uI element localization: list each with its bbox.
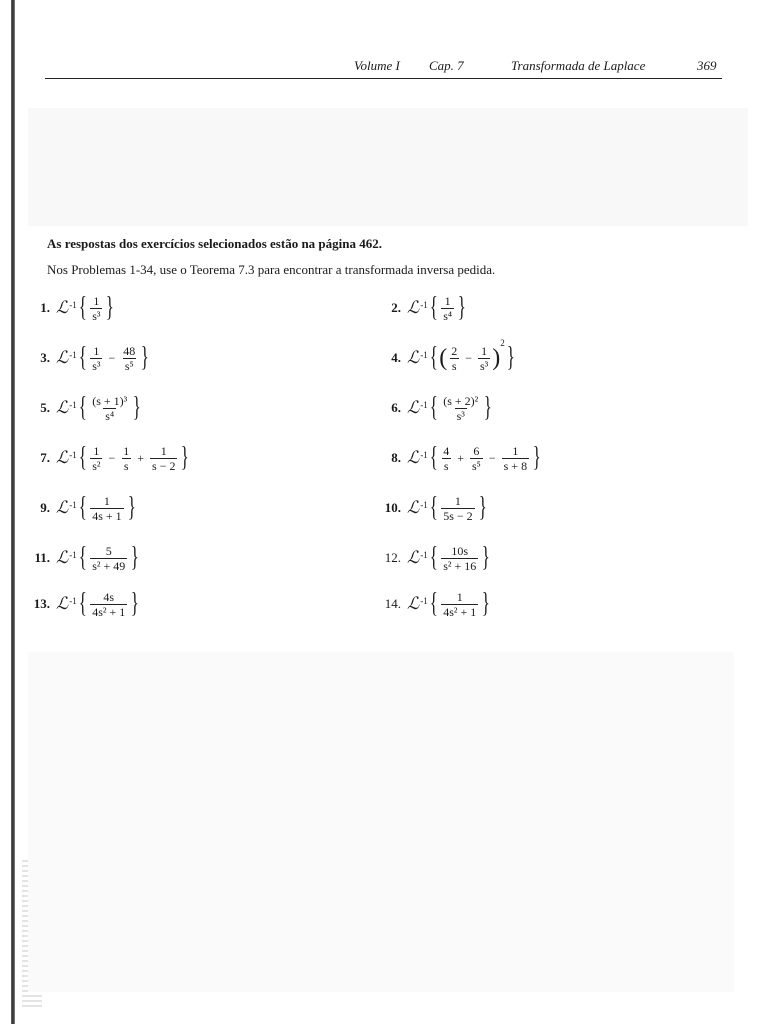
fraction-denominator: s + 8 — [503, 458, 528, 473]
inverse-superscript: -1 — [69, 596, 77, 606]
problem-item — [16, 286, 116, 330]
problem-item — [16, 486, 137, 530]
problem-number: 8. — [391, 450, 401, 465]
laplace-symbol: ℒ — [407, 548, 420, 567]
fraction-numerator: 6 — [473, 443, 480, 458]
fraction — [90, 444, 102, 473]
right-brace: } — [532, 442, 541, 473]
right-brace: } — [140, 342, 150, 373]
fraction-numerator: 1 — [93, 343, 100, 358]
fraction-numerator: 1 — [93, 443, 100, 458]
left-brace: { — [78, 342, 87, 373]
problem-item — [16, 582, 141, 626]
problem-number: 4. — [391, 350, 401, 365]
laplace-symbol: ℒ — [407, 498, 420, 517]
inverse-superscript: -1 — [420, 300, 428, 310]
header-chapter: Cap. 7 — [429, 58, 464, 73]
left-brace: { — [78, 542, 87, 573]
problem-number: 9. — [40, 500, 50, 515]
fraction — [441, 544, 478, 573]
left-brace: { — [78, 588, 87, 619]
inverse-laplace-operator — [56, 594, 77, 614]
inverse-laplace-operator — [56, 448, 77, 468]
right-brace: } — [127, 492, 136, 523]
problem-item — [16, 386, 143, 430]
fraction — [441, 394, 480, 423]
inverse-laplace-operator — [407, 548, 428, 568]
fraction-numerator: 1 — [481, 343, 488, 358]
fraction-denominator: s² + 16 — [443, 558, 477, 573]
fraction-numerator: 5 — [105, 543, 112, 558]
laplace-symbol: ℒ — [407, 448, 420, 467]
fraction — [470, 444, 483, 473]
laplace-symbol: ℒ — [56, 448, 69, 467]
fraction-denominator: 4s + 1 — [92, 508, 122, 523]
fraction-numerator: 1 — [160, 443, 167, 458]
right-brace: } — [483, 392, 492, 423]
fraction-numerator: (s + 1)³ — [92, 393, 128, 408]
fraction — [121, 344, 137, 373]
left-paren: ( — [439, 345, 448, 371]
fraction-denominator: s — [123, 458, 129, 473]
fraction — [449, 344, 459, 373]
right-brace: } — [132, 392, 141, 423]
problem-number: 1. — [40, 300, 50, 315]
operator-symbol: − — [108, 450, 116, 465]
left-brace: { — [78, 392, 87, 423]
problems-intro: Nos Problemas 1-34, use o Teorema 7.3 para encontrar a transformada inversa pedida. — [47, 262, 496, 277]
inverse-superscript: -1 — [420, 400, 428, 410]
header-volume: Volume I — [354, 58, 400, 73]
problem-item — [367, 582, 492, 626]
fraction — [478, 344, 490, 373]
inverse-superscript: -1 — [69, 500, 77, 510]
fraction-denominator: s² + 49 — [92, 558, 126, 573]
inverse-laplace-operator — [407, 594, 428, 614]
laplace-symbol: ℒ — [56, 594, 69, 613]
fraction-numerator: 1 — [123, 443, 130, 458]
fraction — [90, 590, 127, 619]
right-brace: } — [506, 342, 515, 373]
inverse-laplace-operator — [407, 498, 428, 518]
fraction — [441, 590, 478, 619]
fraction — [90, 394, 129, 423]
problem-item — [367, 286, 468, 330]
problem-number: 10. — [384, 500, 401, 515]
fraction-denominator: s − 2 — [152, 458, 176, 473]
right-brace: } — [130, 542, 140, 573]
fraction-numerator: (s + 2)² — [443, 393, 479, 408]
fraction — [90, 344, 102, 373]
left-brace: { — [429, 588, 438, 619]
problem-item — [367, 336, 516, 380]
problem-item — [367, 536, 492, 580]
fraction — [441, 494, 474, 523]
operator-symbol: − — [488, 450, 496, 465]
laplace-symbol: ℒ — [407, 594, 420, 613]
laplace-symbol: ℒ — [407, 398, 420, 417]
laplace-symbol: ℒ — [407, 298, 420, 317]
laplace-symbol: ℒ — [56, 498, 69, 517]
right-brace: } — [481, 588, 491, 619]
fraction-denominator: s⁵ — [124, 358, 134, 373]
right-brace: } — [130, 588, 140, 619]
operator-symbol: − — [465, 350, 472, 365]
inverse-laplace-operator — [407, 348, 428, 368]
fraction — [90, 294, 102, 323]
fraction-denominator: s — [451, 358, 457, 373]
page-binding-edge — [11, 0, 15, 1024]
inverse-laplace-operator — [56, 498, 77, 518]
laplace-symbol: ℒ — [407, 348, 420, 367]
laplace-symbol: ℒ — [56, 348, 69, 367]
problem-item — [367, 486, 488, 530]
problem-item — [16, 536, 141, 580]
left-brace: { — [429, 442, 438, 473]
inverse-superscript: -1 — [69, 300, 77, 310]
problem-number: 14. — [384, 596, 401, 611]
left-brace: { — [78, 442, 87, 473]
inverse-superscript: -1 — [420, 596, 428, 606]
header-title: Transformada de Laplace — [511, 58, 646, 73]
fraction-numerator: 4 — [443, 443, 450, 458]
fraction — [90, 544, 127, 573]
fraction-denominator: s⁴ — [443, 308, 453, 323]
fraction-numerator: 1 — [93, 293, 100, 308]
problem-item — [367, 436, 543, 480]
problem-number: 5. — [40, 400, 50, 415]
fraction-numerator: 2 — [451, 343, 458, 358]
right-brace: } — [106, 292, 115, 323]
right-brace: } — [457, 292, 466, 323]
scan-blank-area — [28, 108, 748, 226]
operator-symbol: + — [457, 450, 464, 465]
fraction — [90, 494, 123, 523]
inverse-superscript: -1 — [69, 400, 77, 410]
fraction — [502, 444, 529, 473]
problem-number: 13. — [33, 596, 50, 611]
problem-item — [16, 336, 151, 380]
fraction-denominator: s — [443, 458, 449, 473]
fraction — [150, 444, 177, 473]
left-brace: { — [78, 492, 87, 523]
right-brace: } — [478, 492, 487, 523]
problem-number: 2. — [391, 300, 401, 315]
laplace-symbol: ℒ — [56, 298, 69, 317]
scan-blank-area-bottom — [28, 652, 734, 992]
operator-symbol: − — [108, 350, 116, 365]
left-brace: { — [429, 392, 438, 423]
problem-item — [16, 436, 191, 480]
fraction-denominator: s³ — [456, 408, 465, 423]
header-page-number: 369 — [697, 58, 717, 73]
fraction-numerator: 10s — [451, 543, 469, 558]
problem-number: 3. — [40, 350, 50, 365]
fraction-denominator: s³ — [479, 358, 489, 373]
problem-number: 11. — [34, 550, 50, 565]
fraction-numerator: 1 — [454, 493, 461, 508]
inverse-laplace-operator — [56, 348, 77, 368]
left-brace: { — [429, 342, 438, 373]
left-brace: { — [429, 542, 438, 573]
inverse-superscript: -1 — [69, 550, 77, 560]
problem-number: 12. — [384, 550, 401, 565]
fraction-numerator: 48 — [123, 343, 136, 358]
fraction-denominator: s⁵ — [471, 458, 481, 473]
right-brace: } — [181, 442, 190, 473]
fraction-denominator: s⁴ — [105, 408, 115, 423]
inverse-laplace-operator — [56, 298, 77, 318]
left-brace: { — [429, 292, 438, 323]
inverse-superscript: -1 — [69, 350, 77, 360]
problem-item — [367, 386, 494, 430]
problem-number: 7. — [40, 450, 50, 465]
fraction — [441, 294, 454, 323]
page-header — [45, 56, 722, 79]
fraction-numerator: 1 — [444, 293, 451, 308]
inverse-laplace-operator — [407, 448, 428, 468]
inverse-superscript: -1 — [420, 350, 428, 360]
operator-symbol: + — [137, 450, 145, 465]
fraction-denominator: s² — [92, 458, 101, 473]
inverse-superscript: -1 — [420, 450, 428, 460]
inverse-laplace-operator — [407, 398, 428, 418]
fraction — [441, 444, 451, 473]
answers-note: As respostas dos exercícios selecionados estão na página 462. — [47, 236, 382, 251]
right-paren: ) — [492, 345, 501, 371]
left-brace: { — [78, 292, 87, 323]
inverse-superscript: -1 — [420, 550, 428, 560]
inverse-laplace-operator — [56, 548, 77, 568]
fraction-numerator: 1 — [456, 589, 463, 604]
fraction-numerator: 1 — [512, 443, 519, 458]
inverse-superscript: -1 — [420, 500, 428, 510]
fraction-numerator: 4s — [103, 589, 115, 604]
right-brace: } — [481, 542, 491, 573]
fraction-denominator: 4s² + 1 — [443, 604, 477, 619]
laplace-symbol: ℒ — [56, 548, 69, 567]
fraction-numerator: 1 — [103, 493, 110, 508]
inverse-superscript: -1 — [69, 450, 77, 460]
laplace-symbol: ℒ — [56, 398, 69, 417]
problem-number: 6. — [391, 400, 401, 415]
left-brace: { — [429, 492, 438, 523]
fraction-denominator: 5s − 2 — [443, 508, 473, 523]
inverse-laplace-operator — [407, 298, 428, 318]
fraction-denominator: s³ — [92, 308, 101, 323]
fraction-denominator: 4s² + 1 — [92, 604, 126, 619]
outer-power: 2 — [500, 338, 505, 348]
inverse-laplace-operator — [56, 398, 77, 418]
fraction-denominator: s³ — [92, 358, 101, 373]
fraction — [121, 444, 131, 473]
